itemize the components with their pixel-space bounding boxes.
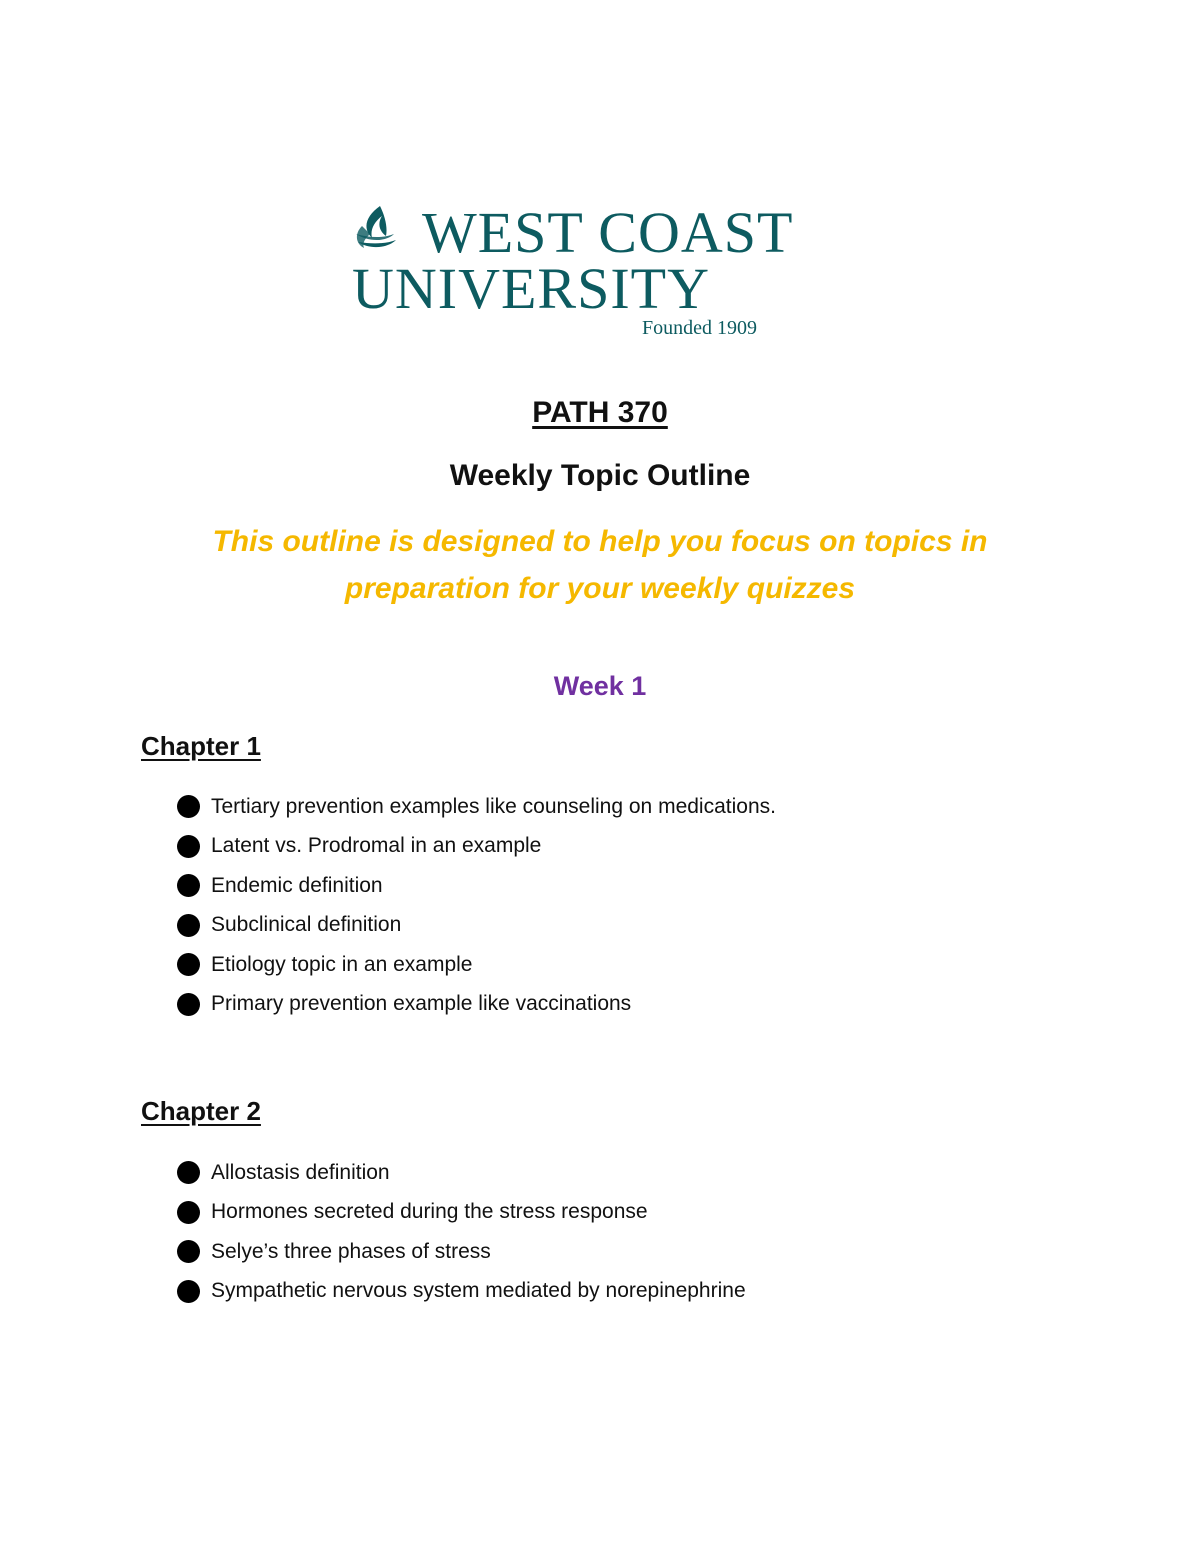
- bullet-icon: [177, 1161, 200, 1184]
- list-item-text: Latent vs. Prodromal in an example: [211, 834, 542, 858]
- chapter-1-heading: Chapter 1: [141, 731, 261, 761]
- bullet-icon: [177, 914, 200, 937]
- bullet-icon: [177, 1201, 200, 1224]
- list-item-text: Tertiary prevention examples like counseling on medications.: [211, 794, 776, 818]
- chapter-2-heading: Chapter 2: [141, 1096, 261, 1126]
- bullet-icon: [177, 835, 200, 858]
- list-item-text: Hormones secreted during the stress response: [211, 1200, 648, 1224]
- list-item-text: Primary prevention example like vaccinations: [211, 992, 632, 1016]
- intro-line-1: This outline is designed to help you focus on topics in: [212, 525, 988, 558]
- bullet-icon: [177, 874, 200, 897]
- list-item-text: Etiology topic in an example: [211, 952, 473, 976]
- list-item: [177, 1272, 746, 1312]
- list-item: [177, 1193, 746, 1233]
- bullet-icon: [177, 953, 200, 976]
- list-item: [177, 1232, 746, 1272]
- bullet-icon: [177, 795, 200, 818]
- list-item: [177, 985, 776, 1025]
- list-item: [177, 827, 776, 867]
- course-code: PATH 370: [532, 396, 668, 429]
- list-item-text: Endemic definition: [211, 873, 383, 897]
- chapter-2-topic-list: [177, 1153, 746, 1311]
- list-item: [177, 1153, 746, 1193]
- list-item: [177, 906, 776, 946]
- intro-line-2: preparation for your weekly quizzes: [344, 572, 856, 605]
- list-item-text: Subclinical definition: [211, 913, 402, 937]
- list-item: [177, 787, 776, 827]
- list-item: [177, 866, 776, 906]
- page-title: Weekly Topic Outline: [449, 459, 751, 492]
- university-logo: [352, 192, 862, 342]
- bullet-icon: [177, 1280, 200, 1303]
- bullet-icon: [177, 1240, 200, 1263]
- logo-name-line1: WEST COAST: [422, 200, 794, 265]
- bullet-icon: [177, 993, 200, 1016]
- list-item-text: Selye’s three phases of stress: [211, 1239, 491, 1263]
- intro-text: [0, 518, 1200, 612]
- logo-founded: Founded 1909: [642, 317, 757, 339]
- week-label: Week 1: [553, 671, 647, 701]
- flame-icon: [356, 206, 396, 248]
- list-item-text: Sympathetic nervous system mediated by norepinephrine: [211, 1279, 746, 1303]
- logo-name-line2: UNIVERSITY: [352, 256, 710, 321]
- chapter-1-topic-list: [177, 787, 776, 1024]
- logo-graphic: [352, 192, 862, 342]
- list-item: [177, 945, 776, 985]
- list-item-text: Allostasis definition: [211, 1160, 390, 1184]
